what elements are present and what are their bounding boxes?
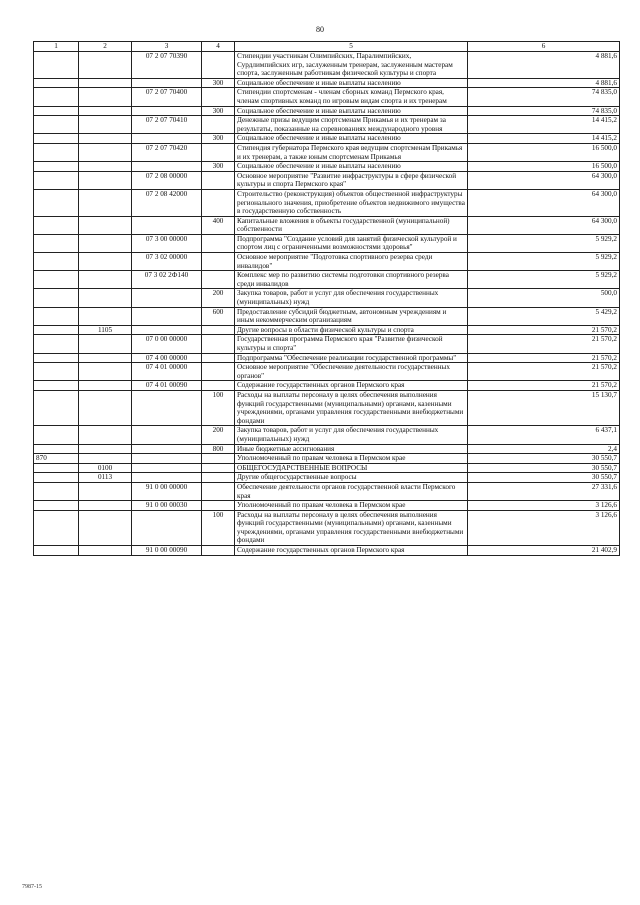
cell-item-name: Стипендия губернатора Пермского края ведущим спортсменам Прикамья и их тренерам, а также юным спортсменам Прикамья [235,143,468,161]
cell-section-code [79,143,132,161]
cell-section-code [79,216,132,234]
cell-section-code [79,353,132,363]
budget-table [33,41,620,556]
cell-expense-type [202,52,235,79]
cell-target-article [132,390,202,425]
cell-ministry-code [34,289,79,307]
cell-expense-type [202,454,235,464]
table-row [34,390,620,425]
table-row [34,116,620,134]
cell-amount: 4 881,6 [468,52,620,79]
cell-amount: 64 300,0 [468,189,620,216]
cell-section-code [79,52,132,79]
table-row [34,463,620,473]
cell-target-article: 07 2 07 70420 [132,143,202,161]
cell-expense-type: 100 [202,510,235,545]
cell-section-code [79,390,132,425]
cell-amount: 16 500,0 [468,143,620,161]
cell-target-article: 91 0 00 00000 [132,482,202,500]
cell-expense-type [202,463,235,473]
cell-ministry-code [34,271,79,289]
cell-expense-type: 600 [202,307,235,325]
cell-amount: 74 835,0 [468,106,620,116]
cell-section-code [79,510,132,545]
cell-expense-type: 300 [202,162,235,172]
cell-amount: 5 929,2 [468,234,620,252]
table-row [34,234,620,252]
cell-target-article [132,307,202,325]
header-col-4: 4 [202,42,235,52]
cell-expense-type [202,253,235,271]
cell-expense-type: 300 [202,106,235,116]
cell-amount: 21 570,2 [468,363,620,381]
table-row [34,381,620,391]
cell-target-article [132,162,202,172]
table-row [34,482,620,500]
cell-amount: 14 415,2 [468,134,620,144]
cell-expense-type [202,271,235,289]
cell-ministry-code [34,143,79,161]
cell-item-name: Основное мероприятие "Развитие инфраструктуры в сфере физической культуры и спорта Пермского края" [235,171,468,189]
table-row [34,106,620,116]
cell-section-code [79,134,132,144]
cell-section-code [79,454,132,464]
cell-amount: 21 570,2 [468,353,620,363]
cell-section-code [79,381,132,391]
cell-item-name: Строительство (реконструкция) объектов общественной инфраструктуры регионального значения, приобретение объектов недвижимого имущества в государственную собственность [235,189,468,216]
table-row [34,473,620,483]
cell-ministry-code [34,78,79,88]
cell-amount: 5 929,2 [468,253,620,271]
page-number: 80 [316,25,324,34]
cell-expense-type [202,353,235,363]
cell-item-name: Основное мероприятие "Подготовка спортивного резерва среди инвалидов" [235,253,468,271]
cell-section-code [79,363,132,381]
table-row [34,162,620,172]
cell-item-name: Иные бюджетные ассигнования [235,444,468,454]
cell-target-article: 07 0 00 00000 [132,335,202,353]
cell-ministry-code [34,510,79,545]
cell-expense-type: 200 [202,426,235,444]
table-row [34,363,620,381]
table-row [34,189,620,216]
cell-amount: 30 550,7 [468,454,620,464]
table-row [34,216,620,234]
cell-section-code [79,171,132,189]
cell-amount: 21 570,2 [468,381,620,391]
cell-section-code [79,501,132,511]
cell-section-code [79,106,132,116]
cell-amount: 2,4 [468,444,620,454]
cell-ministry-code [34,325,79,335]
cell-item-name: Содержание государственных органов Пермского края [235,381,468,391]
table-row [34,454,620,464]
cell-item-name: Уполномоченный по правам человека в Пермском крае [235,454,468,464]
table-row [34,134,620,144]
cell-ministry-code [34,134,79,144]
cell-section-code [79,289,132,307]
cell-target-article: 07 3 02 2Ф140 [132,271,202,289]
cell-item-name: Социальное обеспечение и иные выплаты населению [235,78,468,88]
cell-amount: 6 437,1 [468,426,620,444]
cell-expense-type: 100 [202,390,235,425]
table-row [34,289,620,307]
cell-ministry-code [34,216,79,234]
cell-ministry-code [34,501,79,511]
header-col-3: 3 [132,42,202,52]
cell-expense-type [202,546,235,556]
cell-item-name: Другие общегосударственные вопросы [235,473,468,483]
cell-section-code [79,335,132,353]
cell-expense-type: 300 [202,134,235,144]
cell-expense-type [202,171,235,189]
cell-section-code [79,482,132,500]
cell-expense-type [202,501,235,511]
cell-expense-type [202,189,235,216]
cell-amount: 30 550,7 [468,473,620,483]
cell-amount: 27 331,6 [468,482,620,500]
cell-item-name: Закупка товаров, работ и услуг для обеспечения государственных (муниципальных) нужд [235,289,468,307]
cell-section-code [79,546,132,556]
cell-section-code [79,307,132,325]
table-row [34,325,620,335]
cell-item-name: Закупка товаров, работ и услуг для обеспечения государственных (муниципальных) нужд [235,426,468,444]
cell-ministry-code [34,381,79,391]
cell-section-code [79,116,132,134]
cell-item-name: Государственная программа Пермского края "Развитие физической культуры и спорта" [235,335,468,353]
cell-item-name: Социальное обеспечение и иные выплаты населению [235,106,468,116]
cell-ministry-code [34,390,79,425]
cell-target-article [132,289,202,307]
cell-item-name: Стипендии участникам Олимпийских, Паралимпийских, Сурдлимпийских игр, заслуженным тренерам, заслуженным мастерам спорта, заслуженным работникам физической культуры и спорта [235,52,468,79]
table-row [34,307,620,325]
cell-ministry-code [34,116,79,134]
cell-target-article: 07 2 07 70410 [132,116,202,134]
cell-ministry-code [34,482,79,500]
cell-target-article: 07 2 07 70400 [132,88,202,106]
cell-expense-type: 800 [202,444,235,454]
cell-item-name: Основное мероприятие "Обеспечение деятельности государственных органов" [235,363,468,381]
cell-ministry-code [34,426,79,444]
cell-ministry-code [34,171,79,189]
cell-item-name: Другие вопросы в области физической культуры и спорта [235,325,468,335]
table-row [34,271,620,289]
cell-target-article [132,106,202,116]
cell-target-article: 91 0 00 00090 [132,546,202,556]
cell-item-name: ОБЩЕГОСУДАРСТВЕННЫЕ ВОПРОСЫ [235,463,468,473]
cell-amount: 500,0 [468,289,620,307]
cell-amount: 30 550,7 [468,463,620,473]
cell-ministry-code: 870 [34,454,79,464]
cell-ministry-code [34,162,79,172]
cell-target-article: 07 4 01 00090 [132,381,202,391]
cell-amount: 3 126,6 [468,501,620,511]
cell-target-article [132,134,202,144]
table-row [34,501,620,511]
cell-item-name: Обеспечение деятельности органов государственной власти Пермского края [235,482,468,500]
cell-ministry-code [34,234,79,252]
table-row [34,510,620,545]
cell-item-name: Расходы на выплаты персоналу в целях обеспечения выполнения функций государственными (муниципальными) органами, казенными учреждениями, органами управления государственными внебюджетными фондами [235,510,468,545]
table-body [34,52,620,556]
cell-section-code [79,88,132,106]
cell-section-code [79,78,132,88]
cell-expense-type [202,363,235,381]
cell-section-code [79,253,132,271]
table-row [34,88,620,106]
cell-amount: 16 500,0 [468,162,620,172]
cell-expense-type [202,381,235,391]
cell-amount: 5 929,2 [468,271,620,289]
cell-ministry-code [34,546,79,556]
table-row [34,353,620,363]
cell-section-code [79,426,132,444]
cell-target-article: 07 2 07 70390 [132,52,202,79]
cell-item-name: Подпрограмма "Обеспечение реализации государственной программы" [235,353,468,363]
header-col-1: 1 [34,42,79,52]
cell-expense-type [202,473,235,483]
cell-item-name: Социальное обеспечение и иные выплаты населению [235,134,468,144]
cell-target-article [132,454,202,464]
cell-ministry-code [34,444,79,454]
cell-item-name: Расходы на выплаты персоналу в целях обеспечения выполнения функций государственными (муниципальными) органами, казенными учреждениями, органами управления государственными внебюджетными фондами [235,390,468,425]
cell-item-name: Капитальные вложения в объекты государственной (муниципальной) собственности [235,216,468,234]
cell-target-article: 07 2 08 00000 [132,171,202,189]
cell-target-article [132,78,202,88]
cell-ministry-code [34,335,79,353]
cell-ministry-code [34,88,79,106]
cell-target-article [132,510,202,545]
cell-target-article [132,426,202,444]
cell-amount: 5 429,2 [468,307,620,325]
cell-section-code: 0113 [79,473,132,483]
cell-amount: 4 881,6 [468,78,620,88]
cell-section-code: 1105 [79,325,132,335]
cell-expense-type [202,335,235,353]
cell-amount: 21 570,2 [468,335,620,353]
cell-ministry-code [34,473,79,483]
cell-expense-type [202,88,235,106]
cell-item-name: Стипендии спортсменам - членам сборных команд Пермского края, членам спортивных команд по игровым видам спорта и их тренерам [235,88,468,106]
cell-target-article: 07 4 00 00000 [132,353,202,363]
cell-ministry-code [34,307,79,325]
cell-target-article: 07 2 08 42000 [132,189,202,216]
cell-ministry-code [34,253,79,271]
header-col-6: 6 [468,42,620,52]
cell-target-article: 07 3 00 00000 [132,234,202,252]
cell-ministry-code [34,106,79,116]
footer-mark: 7987-15 [22,884,42,890]
cell-target-article [132,444,202,454]
cell-item-name: Денежные призы ведущим спортсменам Прикамья и их тренерам за результаты, показанные на соревнованиях международного уровня [235,116,468,134]
cell-item-name: Подпрограмма "Создание условий для занятий физической культурой и спортом лиц с ограниченными возможностями здоровья" [235,234,468,252]
cell-section-code [79,234,132,252]
cell-target-article [132,463,202,473]
cell-item-name: Социальное обеспечение и иные выплаты населению [235,162,468,172]
cell-ministry-code [34,52,79,79]
cell-ministry-code [34,363,79,381]
table-row [34,78,620,88]
cell-item-name: Содержание государственных органов Пермского края [235,546,468,556]
table-row [34,426,620,444]
cell-section-code [79,189,132,216]
cell-ministry-code [34,353,79,363]
cell-section-code [79,162,132,172]
cell-section-code [79,444,132,454]
cell-expense-type [202,325,235,335]
cell-amount: 15 130,7 [468,390,620,425]
cell-section-code: 0100 [79,463,132,473]
header-col-2: 2 [79,42,132,52]
header-col-5: 5 [235,42,468,52]
cell-amount: 21 570,2 [468,325,620,335]
cell-target-article: 07 4 01 00000 [132,363,202,381]
cell-item-name: Комплекс мер по развитию системы подготовки спортивного резерва среди инвалидов [235,271,468,289]
table-row [34,444,620,454]
cell-amount: 64 300,0 [468,171,620,189]
cell-target-article: 07 3 02 00000 [132,253,202,271]
table-row [34,143,620,161]
cell-ministry-code [34,463,79,473]
cell-item-name: Уполномоченный по правам человека в Пермском крае [235,501,468,511]
cell-expense-type [202,234,235,252]
cell-section-code [79,271,132,289]
cell-amount: 74 835,0 [468,88,620,106]
cell-amount: 3 126,6 [468,510,620,545]
cell-target-article: 91 0 00 00030 [132,501,202,511]
table-row [34,546,620,556]
cell-amount: 21 402,9 [468,546,620,556]
table-row [34,253,620,271]
cell-expense-type: 400 [202,216,235,234]
cell-amount: 64 300,0 [468,216,620,234]
cell-expense-type [202,143,235,161]
table-row [34,335,620,353]
cell-item-name: Предоставление субсидий бюджетным, автономным учреждениям и иным некоммерческим организациям [235,307,468,325]
cell-target-article [132,473,202,483]
cell-expense-type [202,482,235,500]
cell-expense-type: 200 [202,289,235,307]
cell-target-article [132,216,202,234]
cell-expense-type [202,116,235,134]
cell-expense-type: 300 [202,78,235,88]
table-row [34,52,620,79]
table-header-row [34,42,620,52]
cell-amount: 14 415,2 [468,116,620,134]
table-row [34,171,620,189]
cell-target-article [132,325,202,335]
cell-ministry-code [34,189,79,216]
